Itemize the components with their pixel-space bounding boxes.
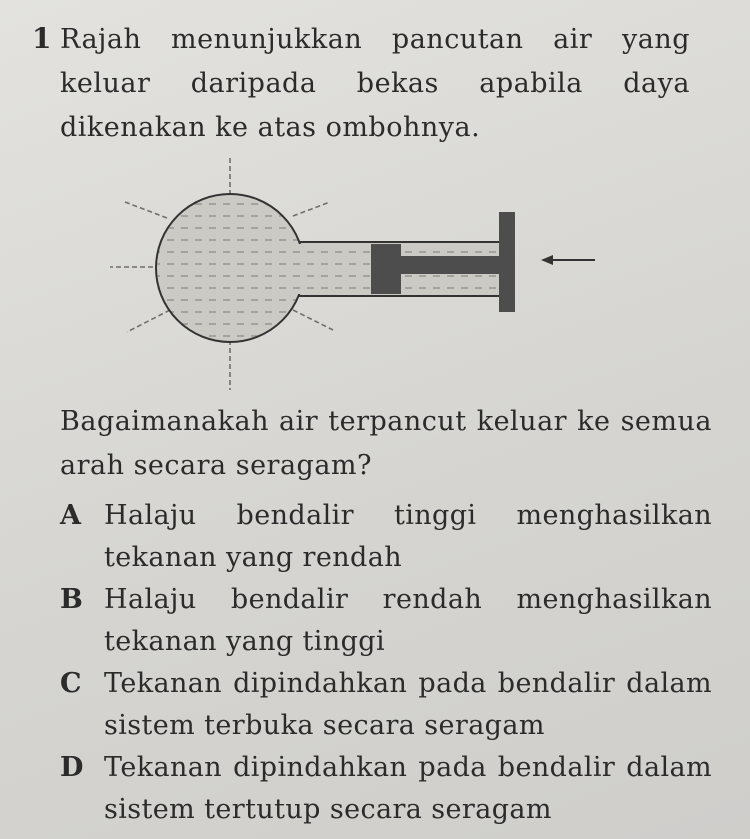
option-a[interactable] bbox=[60, 495, 712, 579]
option-text: Tekanan dipindahkan pada bendalir dalam sistem terbuka secara seragam bbox=[104, 668, 712, 741]
option-letter: A bbox=[60, 500, 82, 531]
option-text: Tekanan dipindahkan pada bendalir dalam sistem tertutup secara seragam bbox=[104, 752, 712, 825]
plunger-rod bbox=[401, 256, 501, 274]
option-text: Halaju bendalir tinggi menghasilkan tekanan yang rendah bbox=[104, 500, 712, 573]
syringe-diagram-svg bbox=[95, 150, 655, 395]
option-c[interactable] bbox=[60, 663, 712, 747]
spherical-container bbox=[156, 194, 304, 342]
option-letter: B bbox=[60, 584, 84, 615]
syringe-diagram bbox=[95, 150, 655, 395]
option-d[interactable] bbox=[60, 747, 712, 831]
option-letter: D bbox=[60, 752, 84, 783]
option-letter: C bbox=[60, 668, 82, 699]
question-prompt: Bagaimanakah air terpancut keluar ke semua arah secara seragam? bbox=[60, 406, 712, 481]
question-stem: Rajah menunjukkan pancutan air yang keluar daripada bekas apabila daya dikenakan ke atas ombohnya. bbox=[60, 24, 690, 143]
question-number: 1 bbox=[32, 22, 52, 55]
answer-options bbox=[60, 495, 712, 831]
plunger-handle bbox=[499, 212, 515, 312]
plunger-piston bbox=[371, 244, 401, 294]
option-text: Halaju bendalir rendah menghasilkan tekanan yang tinggi bbox=[104, 584, 712, 657]
force-arrow-icon bbox=[541, 255, 595, 265]
option-b[interactable] bbox=[60, 579, 712, 663]
